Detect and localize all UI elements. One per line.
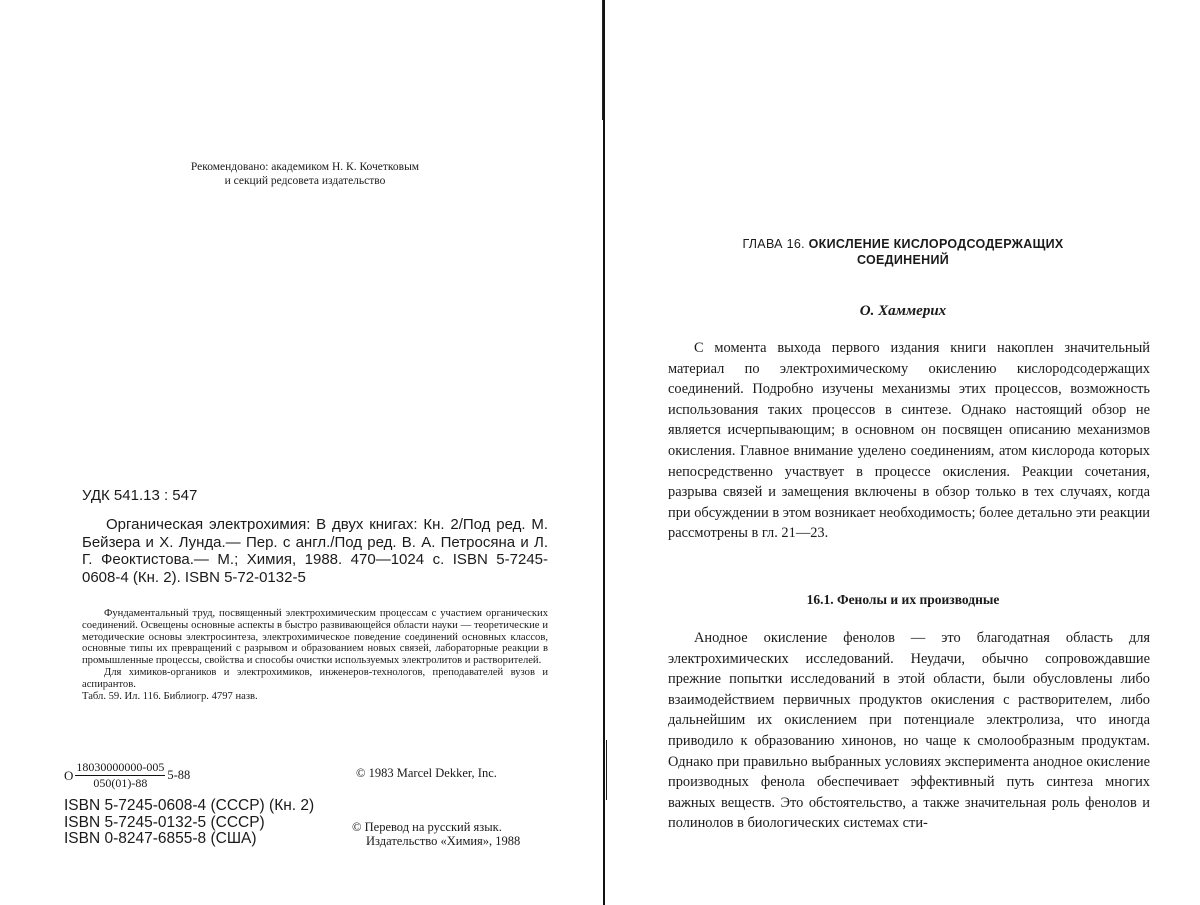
udk-code: УДК 541.13 : 547 — [82, 487, 198, 504]
audience-paragraph: Для химиков-органиков и электрохимиков, инженеров-технологов, преподавателей вузов и аспирантов. — [82, 666, 548, 690]
catalog-code — [64, 760, 190, 791]
catalog-code-lead: О — [64, 767, 74, 783]
catalog-code-denominator: 050(01)-88 — [93, 776, 148, 790]
right-page — [606, 0, 1200, 905]
isbn-block — [64, 798, 314, 848]
isbn-line: ISBN 5-7245-0608-4 (СССР) (Кн. 2) — [64, 797, 315, 814]
copyright-translation — [352, 820, 520, 848]
catalog-code-fraction — [75, 760, 165, 791]
copyright-original: © 1983 Marcel Dekker, Inc. — [356, 766, 497, 780]
recommendation-block — [140, 160, 470, 188]
copyright-translation-line: © Перевод на русский язык. — [352, 820, 502, 834]
isbn-line: ISBN 5-7245-0132-5 (СССР) — [64, 813, 265, 831]
chapter-author: О. Хаммерих — [859, 303, 947, 319]
chapter-title-line: СОЕДИНЕНИЙ — [856, 253, 950, 267]
abstract-paragraph: Фундаментальный труд, посвященный электрохимическим процессам с участием органических соединений. Освещены основные аспекты в быстро развивающейся области науки — теоретические и методические основы электросинтеза, электрохимическое поведение соединений основных классов, основные типы их превращений с разрывом и образованием новых связей, лабораторные реакции в промышленные процессы, свойства и способы очистки используемых электролитов и растворителей. — [82, 608, 548, 667]
chapter-title-line: ОКИСЛЕНИЕ КИСЛОРОДСОДЕРЖАЩИХ — [808, 237, 1064, 251]
section-paragraph: Анодное окисление фенолов — это благодатная область для электрохимических исследований. Неудачи, обычно сопровождавшие прежние попытки исследований в этой области, были обусловлены либо взаимодействием первичных продуктов окисления с растворителем, либо дальнейшим их окислением при потенциале электролиза, что иногда приводило к образованию хинонов, но чаще к смолообразным продуктам. Однако при правильно выбранных условиях эксперимента анодное окисление производных фенола обеспечивает эффективный путь синтеза многих важных веществ. Это обстоятельство, а также значительная роль фенолов и полинолов в биологических системах сти- — [668, 630, 1150, 832]
chapter-heading — [606, 236, 1200, 268]
stats-line: Табл. 59. Ил. 116. Библиогр. 4797 назв. — [82, 690, 258, 702]
recommendation-line: и секций редсовета издательство — [224, 175, 386, 187]
catalog-code-numerator: 18030000000-005 — [76, 760, 165, 774]
section-paragraph-block — [668, 628, 1150, 834]
copyright-translation-line: Издательство «Химия», 1988 — [366, 834, 521, 848]
intro-paragraph: С момента выхода первого издания книги накоплен значительный материал по электрохимическому окислению кислородсодержащих соединений. Подробно изучены механизмы этих процессов, возможность использования таких процессов в синтезе. Однако настоящий обзор не является исчерпывающим; в основном он посвящен описанию механизмов окисления. Главное внимание уделено соединениям, атом кислорода которых непосредственно участвует в процессе окисления. Реакции сочетания, разрыва связей и замещения включены в обзор только в тех случаях, когда при обсуждении в этом возникает необходимость; более детально эти реакции рассмотрены в гл. 21—23. — [668, 340, 1150, 542]
intro-paragraph-block — [668, 338, 1150, 544]
bibliographic-record — [82, 516, 548, 586]
recommendation-line: Рекомендовано: академиком Н. К. Кочетковым — [190, 161, 420, 173]
bibliographic-text: Органическая электрохимия: В двух книгах: Кн. 2/Под ред. М. Бейзера и Х. Лунда.— Пер. с англ./Под ред. В. А. Петросяна и Л. Г. Феоктистова.— М.; Химия, 1988. 470—1024 с. ISBN 5-7245-0608-4 (Кн. 2). ISBN 5-72-0132-5 — [82, 516, 548, 586]
catalog-code-tail: 5-88 — [167, 768, 191, 782]
abstract-block — [82, 608, 548, 702]
isbn-line: ISBN 0-8247-6855-8 (США) — [64, 830, 257, 847]
section-heading: 16.1. Фенолы и их производные — [806, 592, 1000, 607]
chapter-number: ГЛАВА 16. — [742, 237, 805, 251]
